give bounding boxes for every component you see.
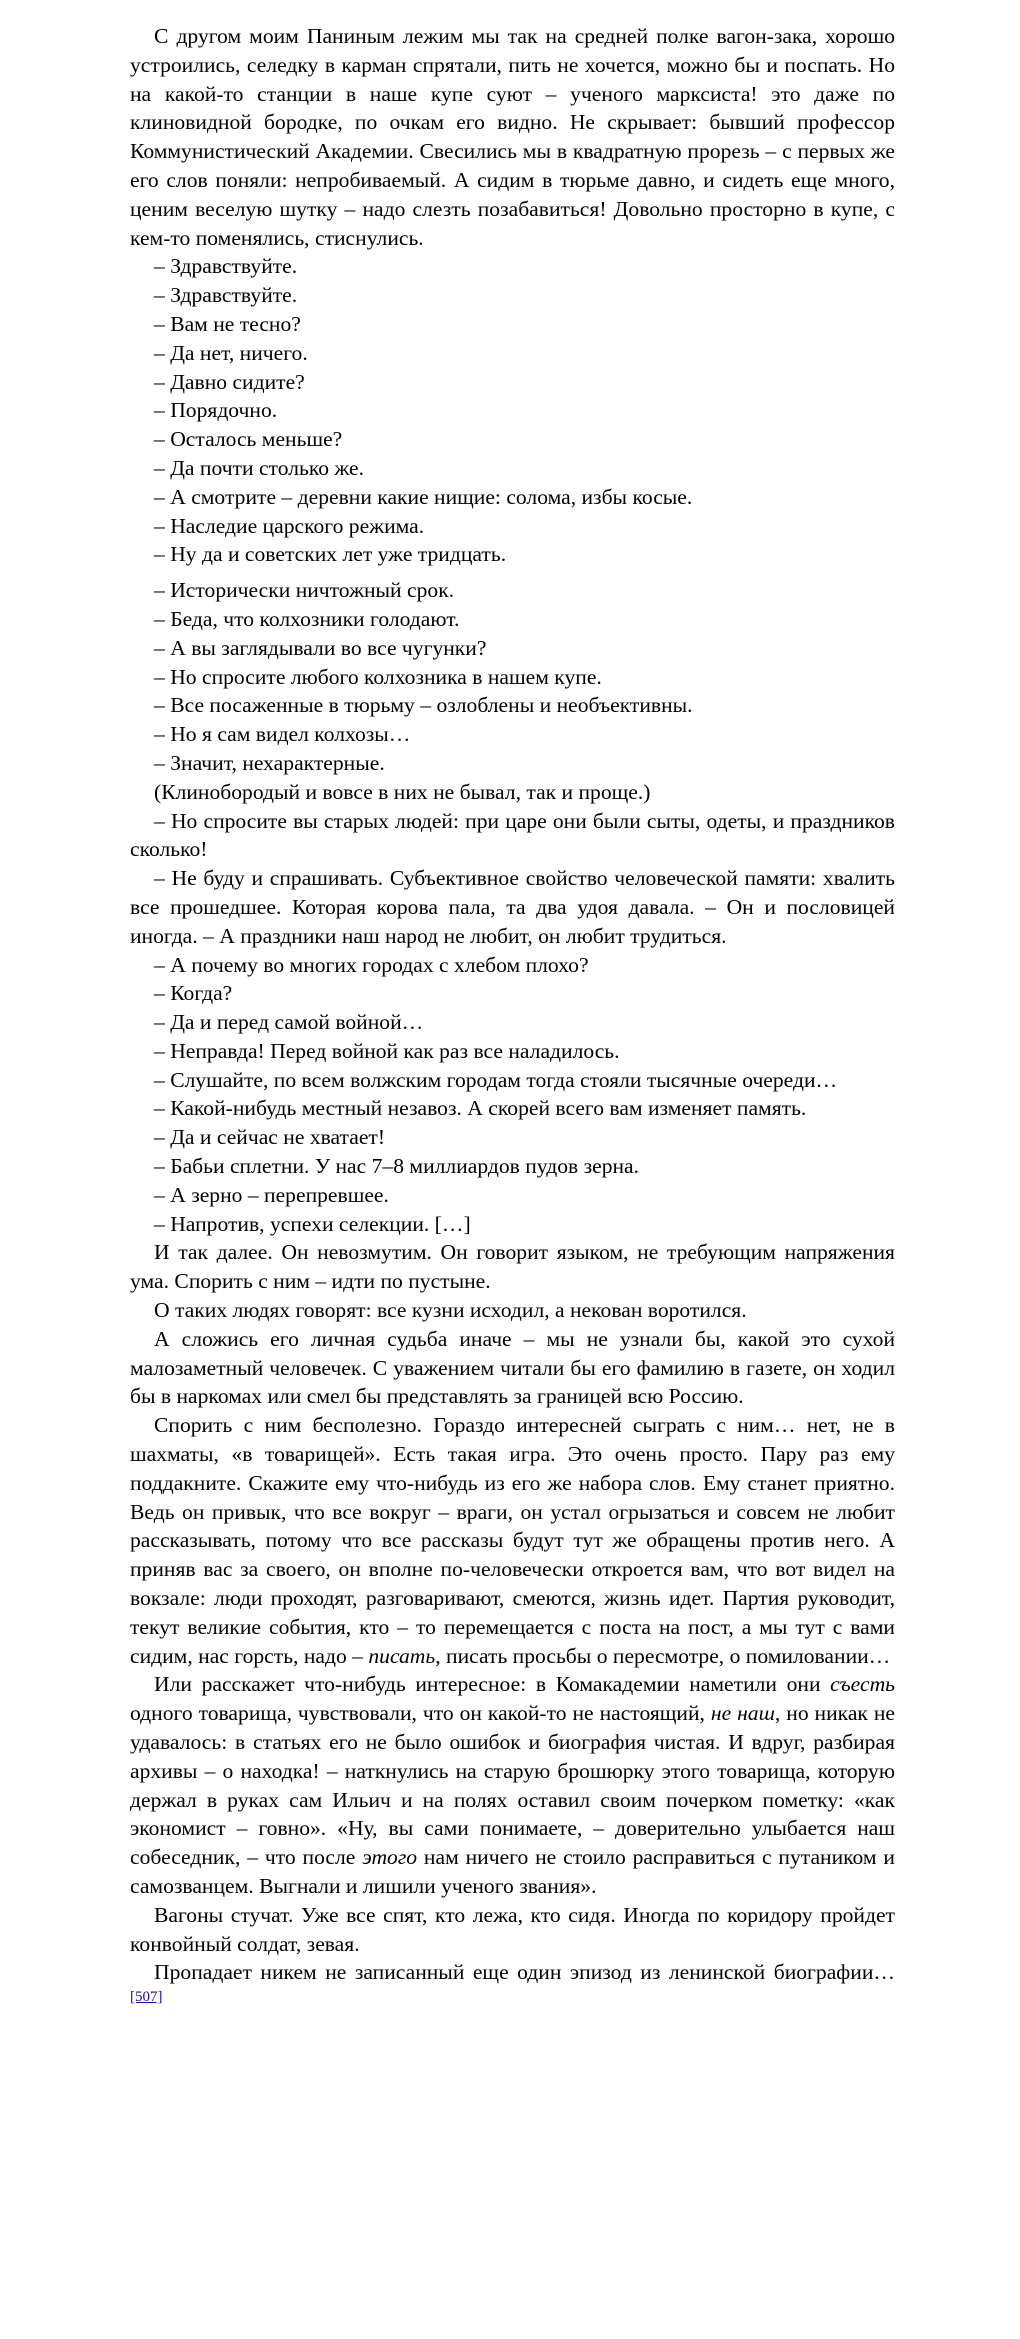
- paragraph: О таких людях говорят: все кузни исходил, а некован воротился.: [154, 1298, 747, 1323]
- paragraph-argue: [130, 1411, 895, 1670]
- paragraph-final: [130, 1958, 895, 2016]
- paragraph-wagons: Вагоны стучат. Уже все спят, кто лежа, кто сидя. Иногда по коридору пройдет конвойный солдат, зевая.: [130, 1902, 895, 1956]
- paragraph: А сложись его личная судьба иначе – мы не узнали бы, какой это сухой малозаметный человечек. С уважением читали бы его фамилию в газете, он ходил бы в наркомах или смел бы представлять за границей всю Россию.: [130, 1326, 895, 1409]
- text-run: , но никак не удавалось: в статьях его не было ошибок и биография чистая. И вдруг, разбирая архивы – о находка! – наткнулись на старую брошюрку этого товарища, которую держал в руках сам Ильич и на полях оставил своим почерком пометку: «как экономист – говно». «Ну, вы сами понимаете, – доверительно улыбается наш собеседник, – что после: [130, 1701, 895, 1870]
- dialogue-line: – Значит, нехарактерные.: [154, 750, 385, 775]
- dialogue-line: – А почему во многих городах с хлебом плохо?: [154, 952, 589, 977]
- dialogue-line: – Да и сейчас не хватает!: [154, 1125, 386, 1150]
- dialogue-line: – Не буду и спрашивать. Субъективное свойство человеческой памяти: хвалить все прошедшее. Которая корова пала, та два удоя давала. – Он и пословицей иногда. – А праздники наш народ не любит, он любит трудиться.: [130, 866, 895, 948]
- dialogue-line: – Бабьи сплетни. У нас 7–8 миллиардов пудов зерна.: [154, 1154, 640, 1179]
- footnote-link[interactable]: [507]: [130, 1989, 163, 2006]
- narration-aside: (Клинобородый и вовсе в них не бывал, так и проще.): [154, 779, 651, 804]
- text-run: Или расскажет что-нибудь интересное: в Комакадемии наметили они: [154, 1672, 831, 1697]
- dialogue-line: – Напротив, успехи селекции. […]: [154, 1211, 471, 1236]
- dialogue-line: – Но спросите вы старых людей: при царе они были сыты, одеты, и праздников сколько!: [130, 808, 895, 862]
- dialogue-line: – Слушайте, по всем волжским городам тогда стояли тысячные очереди…: [154, 1067, 838, 1092]
- dialogue-line: – Неправда! Перед войной как раз все наладилось.: [154, 1038, 620, 1063]
- dialogue-line: – Да нет, ничего.: [154, 340, 308, 365]
- dialogue-line: – Да и перед самой войной…: [154, 1010, 424, 1035]
- dialogue-line: – Порядочно.: [154, 398, 278, 423]
- text-run: , писать просьбы о пересмотре, о помиловании…: [435, 1643, 891, 1668]
- dialogue-line: – Осталось меньше?: [154, 427, 343, 452]
- paragraph-intro: С другом моим Паниным лежим мы так на средней полке вагон-зака, хорошо устроились, селедку в карман спрятали, пить не хочется, можно бы и поспать. Но на какой-то станции в наше купе суют – ученого марксиста! это даже по клиновидной бородке, по очкам его видно. Не скрывает: бывший профессор Коммунистический Академии. Свесились мы в квадратную прорезь – с первых же его слов поняли: непробиваемый. А сидим в тюрьме давно, и сидеть еще много, ценим веселую шутку – надо слезть позабавиться! Довольно просторно в купе, с кем-то поменялись, стиснулись.: [130, 24, 895, 250]
- dialogue-line: – Давно сидите?: [154, 369, 305, 394]
- dialogue-line: – Наследие царского режима.: [154, 513, 425, 538]
- dialogue-line: – Когда?: [154, 981, 233, 1006]
- dialogue-line: – Ну да и советских лет уже тридцать.: [154, 542, 507, 567]
- dialogue-line: – Здравствуйте.: [154, 283, 298, 308]
- dialogue-line: – Но я сам видел колхозы…: [154, 722, 411, 747]
- text-run: нам ничего не стоило расправиться с путаником и самозванцем. Выгнали и лишили ученого звания».: [130, 1845, 895, 1898]
- dialogue-line: – Беда, что колхозники голодают.: [154, 606, 460, 631]
- italic-text: съесть: [830, 1672, 895, 1697]
- text-run: Пропадает никем не записанный еще один эпизод из ленинской биографии…: [154, 1960, 895, 1985]
- italic-text: не наш: [710, 1701, 775, 1726]
- dialogue-line: – А вы заглядывали во все чугунки?: [154, 635, 487, 660]
- dialogue-line: – Здравствуйте.: [154, 254, 298, 279]
- italic-text: этого: [362, 1845, 418, 1870]
- dialogue-line: – Исторически ничтожный срок.: [154, 578, 455, 603]
- dialogue-line: – Какой-нибудь местный незавоз. А скорей всего вам изменяет память.: [154, 1096, 807, 1121]
- dialogue-line: – Вам не тесно?: [154, 311, 301, 336]
- text-run: Спорить с ним бесполезно. Гораздо интересней сыграть с ним… нет, не в шахматы, «в товарищей». Есть такая игра. Это очень просто. Пару раз ему поддакните. Скажите ему что-нибудь из его же набора слов. Ему станет приятно. Ведь он привык, что все вокруг – враги, он устал огрызаться и совсем не любит рассказывать, потому что все рассказы будут тут же обращены против него. А приняв вас за своего, он вполне по-человечески откроется вам, что вот видел на вокзале: люди проходят, разговаривают, смеются, жизнь идет. Партия руководит, текут великие события, кто – то перемещается с поста на пост, а мы тут с вами сидим, нас горсть, надо –: [130, 1413, 895, 1668]
- dialogue-line: – Да почти столько же.: [154, 455, 365, 480]
- text-run: одного товарища, чувствовали, что он какой-то не настоящий,: [130, 1701, 711, 1726]
- dialogue-line: – А смотрите – деревни какие нищие: солома, избы косые.: [154, 484, 693, 509]
- paragraph-story: [130, 1670, 895, 1900]
- dialogue-line: – А зерно – перепревшее.: [154, 1182, 389, 1207]
- paragraph: И так далее. Он невозмутим. Он говорит языком, не требующим напряжения ума. Спорить с ним – идти по пустыне.: [130, 1240, 895, 1294]
- dialogue-line: – Все посаженные в тюрьму – озлоблены и необъективны.: [154, 693, 693, 718]
- italic-text: писать: [368, 1643, 436, 1668]
- dialogue-line: – Но спросите любого колхозника в нашем купе.: [154, 664, 602, 689]
